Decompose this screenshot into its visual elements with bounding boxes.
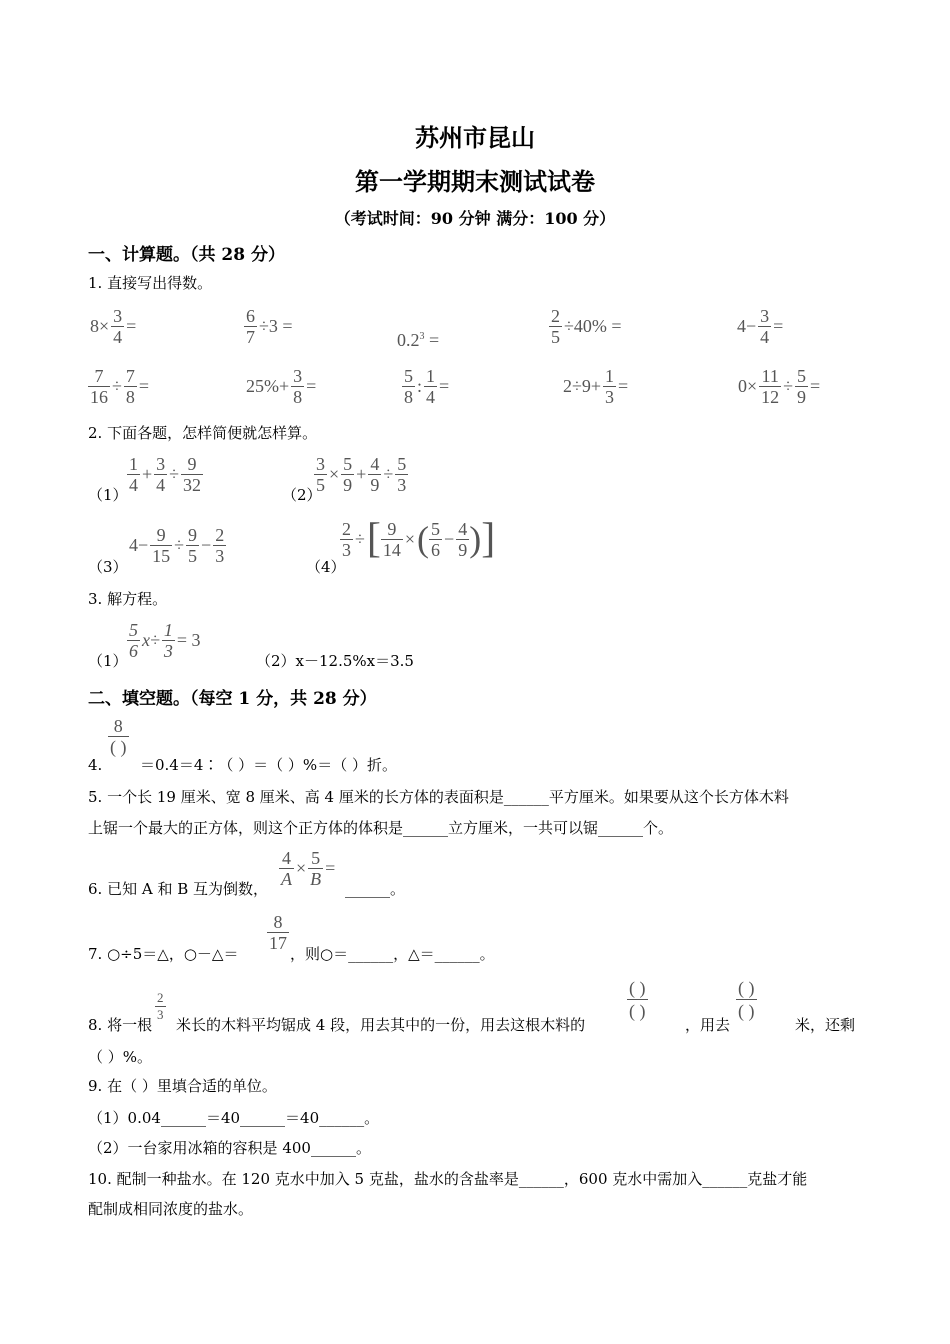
q7-text1: 7. ○÷5＝△，○－△＝ <box>88 945 239 963</box>
q7-text2: ，则○＝______，△＝______。 <box>290 945 495 963</box>
q8-blank-fraction-2[interactable]: $\frac{( )}{( )}$ <box>738 978 755 1021</box>
q9-p1: （1）0.04______＝40______＝40______。 <box>88 1109 380 1127</box>
q8-text1: 8. 将一根 <box>88 1016 153 1034</box>
q9-p2: （2）一台家用冰箱的容积是 400______。 <box>88 1139 371 1157</box>
q10-line2: 配制成相同浓度的盐水。 <box>88 1200 254 1218</box>
q3-p1-expr: $\frac{5}{6}$ x÷ $\frac{1}{3}$ = 3 <box>129 620 201 661</box>
q6-blank: ______。 <box>345 880 406 898</box>
q8-fraction: $\frac{2}{3}$ <box>157 990 164 1022</box>
q1-r1-b: $\frac{6}{7}$ ÷3 = <box>246 306 293 347</box>
q2-p3-num: （3） <box>88 558 128 576</box>
q5-line1: 5. 一个长 19 厘米、宽 8 厘米、高 4 厘米的长方体的表面积是______平方厘米。如果要从这个长方体木料 <box>88 788 789 806</box>
q2-p4-expr: $\frac{2}{3}$ ÷[ $\frac{9}{14}$ ×( $\frac{5}{6}$ − $\frac{4}{9}$ )] <box>342 516 496 562</box>
q1-label: 1. 直接写出得数。 <box>88 274 213 292</box>
q1-r1-a: 8× $\frac{3}{4}$ = <box>90 306 137 347</box>
q3-p1-num: （1） <box>88 652 128 670</box>
q8-text3: ，用去 <box>685 1016 731 1034</box>
q6-expr: $\frac{4}{A}$ × $\frac{5}{B}$ = <box>281 848 336 889</box>
q8-blank-fraction-1[interactable]: $\frac{( )}{( )}$ <box>629 978 646 1021</box>
section2-heading: 二、填空题。（每空 1 分，共 28 分） <box>88 689 377 709</box>
q3-label: 3. 解方程。 <box>88 590 168 608</box>
title-line2: 第一学期期末测试试卷 <box>355 167 595 196</box>
q8-text4: 米，还剩 <box>795 1016 856 1034</box>
q2-p4-num: （4） <box>306 558 346 576</box>
q2-p1-expr: $\frac{1}{4}$ + $\frac{3}{4}$ ÷ $\frac{9}{32}$ <box>129 454 202 495</box>
q1-r2-e: 0× $\frac{11}{12}$ ÷ $\frac{5}{9}$ = <box>738 366 821 407</box>
q8-text2: 米长的木料平均锯成 4 段，用去其中的一份，用去这根木料的 <box>176 1016 586 1034</box>
q4-rest: ＝0.4＝4∶（ ）＝（ ）%＝（ ）折。 <box>140 756 397 774</box>
q1-r2-b: 25%+ $\frac{3}{8}$ = <box>246 366 317 407</box>
q1-r1-d: $\frac{2}{5}$ ÷40% = <box>551 306 622 347</box>
exam-info: （考试时间：90 分钟 满分：100 分） <box>334 209 616 228</box>
q9-label: 9. 在（ ）里填合适的单位。 <box>88 1077 277 1095</box>
q2-label: 2. 下面各题，怎样简便就怎样算。 <box>88 424 318 442</box>
q6-text: 6. 已知 A 和 B 互为倒数， <box>88 880 269 898</box>
q2-p1-num: （1） <box>88 486 128 504</box>
q2-p3-expr: 4− $\frac{9}{15}$ ÷ $\frac{9}{5}$ − $\frac{2}{3}$ <box>129 525 225 566</box>
q4-num: 4. <box>88 756 103 774</box>
q1-r1-e: 4− $\frac{3}{4}$ = <box>737 306 784 347</box>
q2-p2-expr: $\frac{3}{5}$ × $\frac{5}{9}$ + $\frac{4}{9}$ ÷ $\frac{5}{3}$ <box>316 454 407 495</box>
q1-r2-d: 2÷9+ $\frac{1}{3}$ = <box>563 366 629 407</box>
title-line1: 苏州市昆山 <box>415 123 535 152</box>
q4-fraction: $\frac{8}{( )}$ <box>110 716 127 757</box>
q1-r2-c: $\frac{5}{8}$ : $\frac{1}{4}$ = <box>404 366 450 407</box>
q10-line1: 10. 配制一种盐水。在 120 克水中加入 5 克盐，盐水的含盐率是______，600 克水中需加入______克盐才能 <box>88 1170 808 1188</box>
q5-line2: 上锯一个最大的正方体，则这个正方体的体积是______立方厘米，一共可以锯______个。 <box>88 819 674 837</box>
q7-fraction: $\frac{8}{17}$ <box>269 912 287 953</box>
section1-heading: 一、计算题。（共 28 分） <box>88 245 285 265</box>
q1-r2-a: $\frac{7}{16}$ ÷ $\frac{7}{8}$ = <box>90 366 150 407</box>
q2-p2-num: （2） <box>282 486 322 504</box>
q3-p2: （2）x－12.5%x＝3.5 <box>256 652 414 670</box>
q8-line2: （ ）%。 <box>88 1048 153 1066</box>
q1-r1-c: $0.2^3$ = <box>397 330 440 350</box>
